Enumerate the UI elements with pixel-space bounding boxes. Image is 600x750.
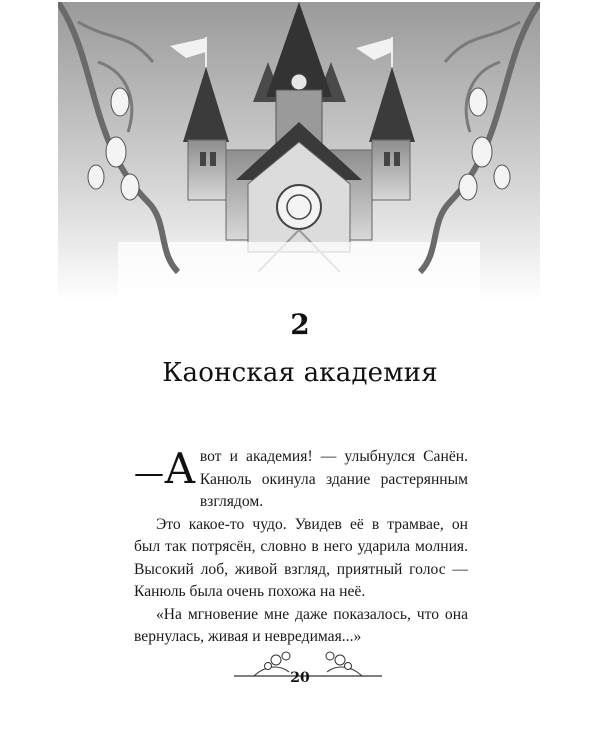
paragraph-1: —А вот и академия! — улыбнулся Санён. Канюль окинула здание растерянным взглядом.: [134, 444, 468, 510]
castle-illustration: [58, 2, 540, 302]
drop-cap: —А: [134, 444, 196, 493]
paragraph-2: Это какое-то чудо. Увидев её в трамвае, он был так потрясён, словно в него ударила молния. Высокий лоб, живой взгляд, приятный голос — Канюль была очень похожа на неё.: [134, 515, 468, 600]
paragraph-3: «На мгновение мне даже показалось, что она вернулась, живая и невредимая...»: [134, 605, 468, 645]
chapter-title: Каонская академия: [162, 358, 438, 388]
chapter-number: 2: [290, 308, 310, 341]
chapter-body: [134, 446, 468, 649]
castle-image: [58, 2, 540, 302]
page-number: 20: [290, 670, 310, 686]
